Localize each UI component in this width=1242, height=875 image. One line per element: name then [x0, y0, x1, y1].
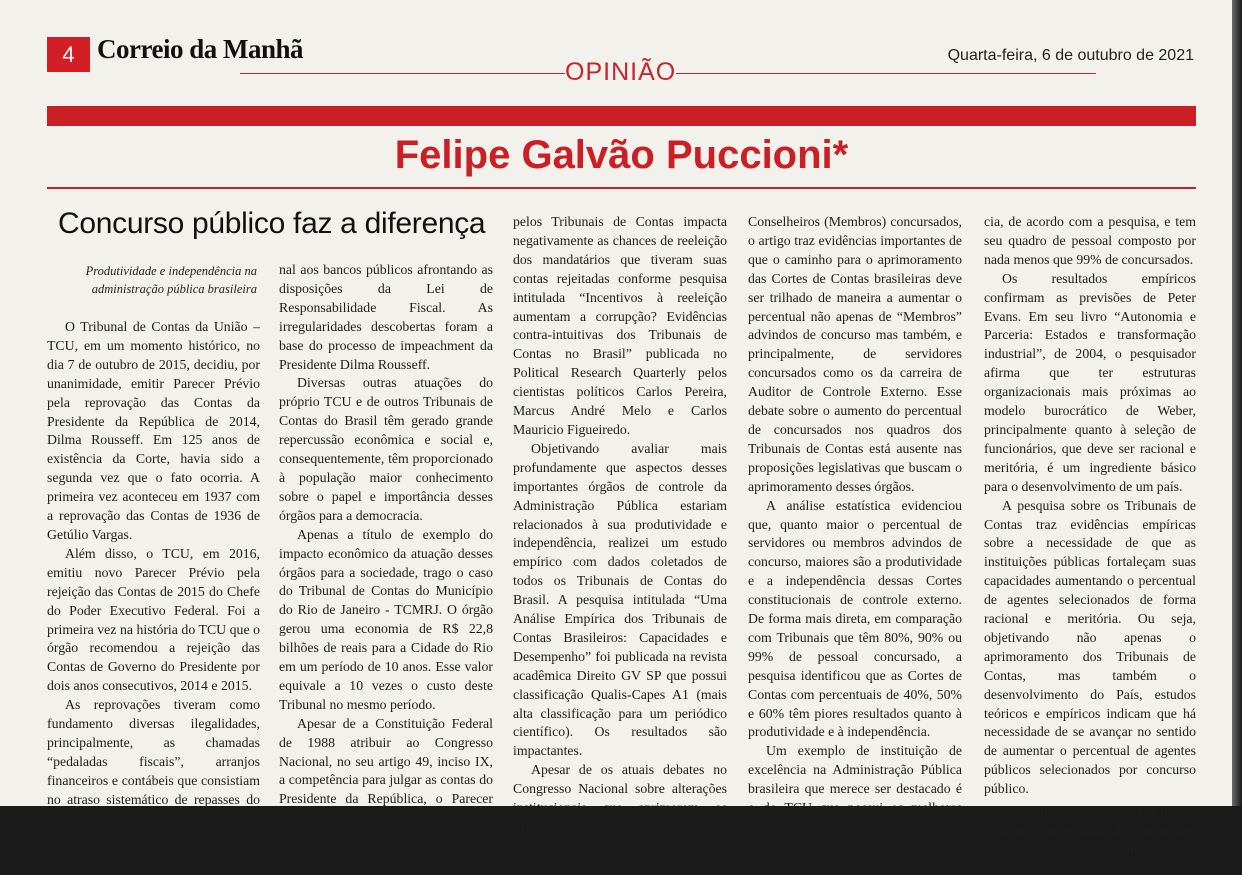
paragraph: Objetivando avaliar mais profundamente que aspectos desses importantes órgãos de controle da Administração Pública estariam relacionados à sua produtividade e independência, realizei um estudo empírico com dados coletados de todos os Tribunais de Contas do Brasil. A pesquisa intitulada “Uma Análise Empírica dos Tribunais de Contas Brasileiros: Capacidades e Desempenho” foi publicada na revista acadêmica Direito GV SP que possui classificação Qualis-Capes A1 (mais alta classificação para um periódico científico). Os resultados são impactantes.	[513, 440, 727, 759]
paragraph: As reprovações tiveram como fundamento diversas ilegalidades, principalmente, as chamadas “pedaladas fiscais”, arranjos financeiros e contábeis que consistiam no atraso sistemático de repasses do caixa do Tesouro Nacio-	[47, 697, 260, 826]
article-column-2	[279, 261, 493, 847]
section-title: OPINIÃO	[565, 58, 677, 86]
paragraph: Um exemplo de instituição de excelência na Administração Pública brasileira que merece ser destacado é o do TCU que possui os melhores indicadores de desempenho e independên-	[748, 743, 962, 853]
paragraph: nal aos bancos públicos afrontando as disposições da Lei de Responsabilidade Fiscal. As irregularidades descobertas foram a base do processo de impeachment da Presidente Dilma Rousseff.	[279, 262, 493, 372]
article-column-5	[984, 213, 1196, 860]
paragraph: Além disso, o TCU, em 2016, emitiu novo Parecer Prévio pela rejeição das Contas de 2015 do Chefe do Poder Executivo Federal. Foi a primeira vez na história do TCU que o órgão recomendou a rejeição das Contas de Governo do Presidente por dois anos consecutivos, 2014 e 2015.	[47, 545, 260, 694]
paragraph: Apesar de os atuais debates no Congresso Nacional sobre alterações institucionais que aprimorem os Tribunais de Contas focaram-se principalmente no aumento do percentual de Ministros/	[513, 762, 727, 872]
dateline: Quarta-feira, 6 de outubro de 2021	[947, 47, 1194, 64]
masthead: Correio da Manhã	[97, 34, 303, 64]
paragraph: O Tribunal de Contas da União – TCU, em um momento histórico, no dia 7 de outubro de 2015, decidiu, por unanimidade, emitir Parecer Prévio pela reprovação das Contas da Presidente da República de 2014, Dilma Rousseff. Em 125 anos de existência da Corte, havia sido a segunda vez que o fato ocorria. A primeira vez aconteceu em 1937 com a reprovação das Contas de 1936 de Getúlio Vargas.	[47, 319, 260, 542]
article-headline: Concurso público faz a diferença	[58, 207, 486, 240]
paragraph: Os resultados empíricos confirmam as previsões de Peter Evans. Em seu livro “Autonomia e Parceria: Estados e transformação industrial”, de 2004, o pesquisador afirma que ter estruturas organizacionais mais próximas ao modelo burocrático de Weber, principalmente quanto à seleção de funcionários, que deve ser racional e meritória, é um ingrediente básico para o desenvolvimento de um país.	[984, 270, 1196, 494]
paragraph: pelos Tribunais de Contas impacta negativamente as chances de reeleição dos mandatários que tiveram suas contas rejeitadas conforme pesquisa intitulada “Incentivos à reeleição aumentam a corrupção? Evidências contra-intuitivas dos Tribunais de Contas no Brasil” publicada no Political Research Quarterly pelos cientistas políticos Carlos Pereira, Marcus André Melo e Carlos Mauricio Figueiredo.	[513, 214, 727, 437]
section-rule-left	[240, 73, 565, 74]
paragraph: Conselheiros (Membros) concursados, o artigo traz evidências importantes de que o caminho para o aprimoramento das Cortes de Contas brasileiras deve ser trilhado de maneira a aumentar o percentual não apenas de “Membros” advindos de concurso mas também, e principalmente, de servidores concursados como os da carreira de Auditor de Controle Externo. Esse debate sobre o aumento do percentual de concursados nos quadros dos Tribunais de Contas está ausente nas proposições legislativas que buscam o aprimoramento desses órgãos.	[748, 214, 962, 494]
paragraph: A análise estatística evidenciou que, quanto maior o percentual de servidores ou membros advindos de concurso, maiores são a produtividade e a independência dessas Cortes constitucionais de controle externo. De forma mais direta, em comparação com Tribunais que têm 80%, 90% ou 99% de pessoal concursado, a pesquisa identificou que as Cortes de Contas com percentuais de 40%, 50% e 60% têm piores resultados quanto à produtividade e à independência.	[748, 497, 962, 740]
paragraph: cia, de acordo com a pesquisa, e tem seu quadro de pessoal composto por nada menos que 99% de concursados.	[984, 214, 1196, 267]
red-banner-bar	[47, 106, 1196, 126]
paragraph: A pesquisa sobre os Tribunais de Contas traz evidências empíricas sobre a necessidade de que as instituições públicas fortaleçam suas capacidades aumentando o percentual de agentes selecionados de forma racional e meritória. Ou seja, objetivando não apenas o aprimoramento dos Tribunais de Contas, mas também o desenvolvimento do País, estudos teóricos e empíricos indicam que há necessidade de se avançar no sentido de aumentar o percentual de agentes públicos selecionados por concurso público.	[984, 497, 1196, 797]
article-column-4	[748, 213, 962, 856]
section-rule-right	[676, 73, 1096, 74]
article-column-1	[47, 318, 260, 828]
author-rule	[47, 187, 1196, 189]
article-subtitle: Produtividade e independência na administração pública brasileira	[85, 264, 257, 296]
paragraph: Apenas a título de exemplo do impacto econômico da atuação desses órgãos para a sociedade, trago o caso do Tribunal de Contas do Município do Rio de Janeiro - TCMRJ. O órgão gerou uma economia de R$ 22,8 bilhões de reais para a Cidade do Rio em um período de 10 anos. Esse valor equivale a 10 vezes o custo deste Tribunal no mesmo período.	[279, 526, 493, 712]
author-footnote: *Conselheiro do TCMRJ. Cursa o PhD na Universidade de Cambridge (Trinity College)	[986, 804, 1196, 857]
page-number: 4	[47, 37, 90, 72]
author-name: Felipe Galvão Puccioni*	[394, 133, 849, 177]
paragraph: Apesar de a Constituição Federal de 1988 atribuir ao Congresso Nacional, no seu artigo 49, inciso IX, a competência para julgar as contas do Presidente da República, o Parecer Prévio - que é uma avaliação técnica da gestão - emitido	[279, 715, 493, 845]
paragraph: Diversas outras atuações do próprio TCU e de outros Tribunais de Contas do Brasil têm gerado grande repercussão econômica e social e, consequentemente, têm proporcionado à população maior conhecimento sobre o papel e importância desses órgãos para a democracia.	[279, 375, 493, 523]
article-column-3	[513, 213, 727, 875]
page-edge-shadow	[1232, 0, 1242, 806]
